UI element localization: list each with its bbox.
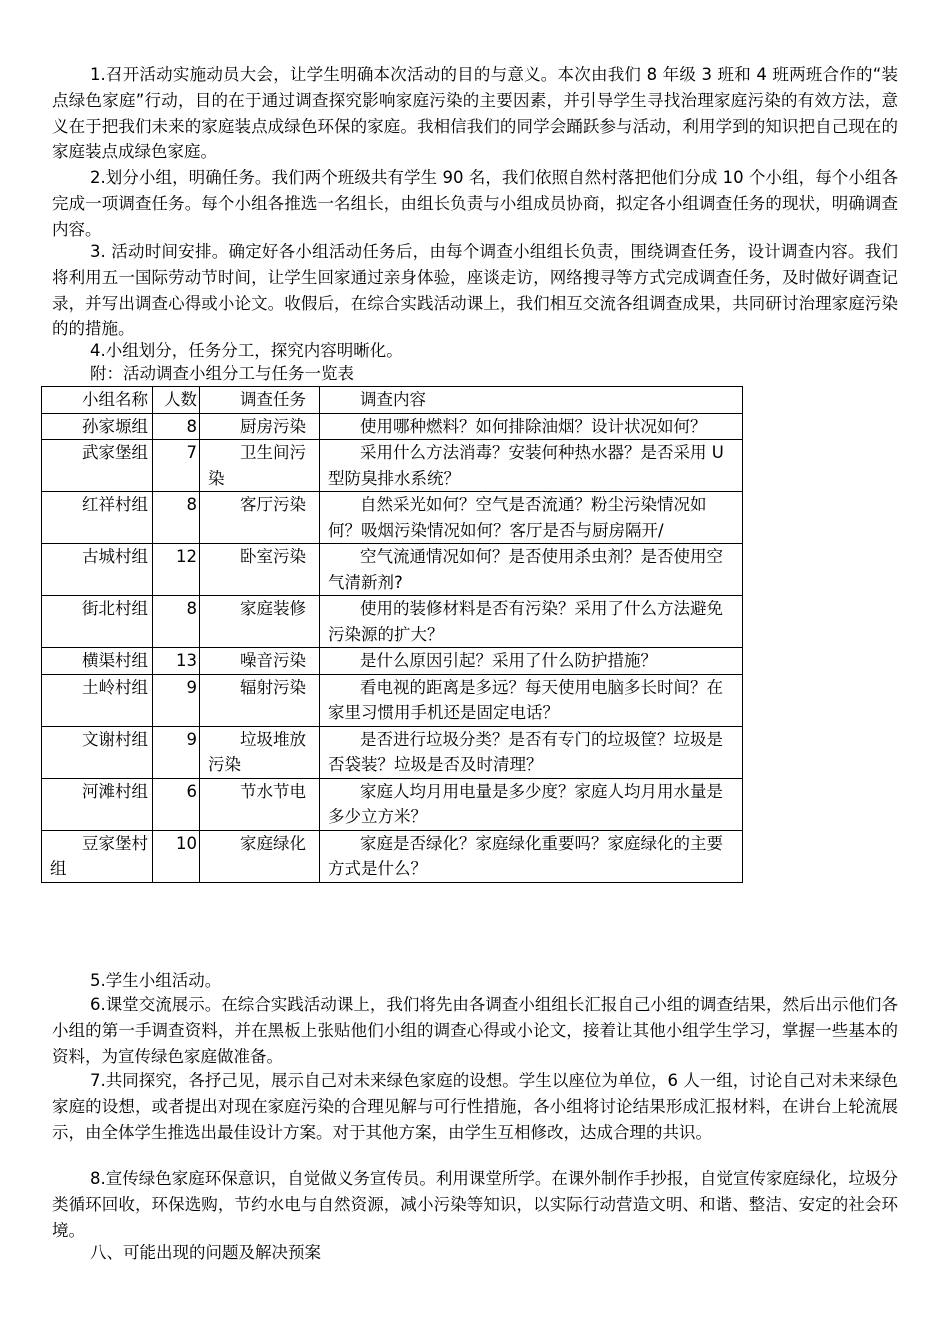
cell-count: 7 [153,440,200,492]
cell-content: 使用的装修材料是否有污染？采用了什么方法避免污染源的扩大？ [320,596,743,648]
appendix-caption: 附：活动调查小组分工与任务一览表 [90,364,354,383]
cell-content: 空气流通情况如何？是否使用杀虫剂？是否使用空气清新剂? [320,544,743,596]
cell-task: 家庭绿化 [200,830,320,882]
cell-count: 8 [153,492,200,544]
cell-count: 8 [153,413,200,440]
cell-count: 13 [153,648,200,675]
header-task: 调查任务 [200,387,320,414]
cell-group: 街北村组 [42,596,153,648]
cell-task: 卫生间污染 [200,440,320,492]
cell-group: 孙家塬组 [42,413,153,440]
paragraph-7: 7.共同探究，各抒己见，展示自己对未来绿色家庭的设想。学生以座位为单位，6 人一组，讨论自己对未来绿色家庭的设想，或者提出对现在家庭污染的合理见解与可行性措施，各小组将讨论结果形成汇报材料，在讲台上轮流展示，由全体学生推选出最佳设计方案。对于其他方案，由学生互相修改，达成合理的共识。 [52,1071,898,1142]
cell-content: 看电视的距离是多远？每天使用电脑多长时间？在家里习惯用手机还是固定电话？ [320,674,743,726]
section-8-heading: 八、可能出现的问题及解决预案 [90,1243,321,1262]
cell-content: 是否进行垃圾分类？是否有专门的垃圾筐？垃圾是否袋装？垃圾是否及时清理？ [320,726,743,778]
paragraph-3: 3. 活动时间安排。确定好各小组活动任务后，由每个调查小组组长负责，围绕调查任务，设计调查内容。我们将利用五一国际劳动节时间，让学生回家通过亲身体验，座谈走访，网络搜寻等方式完成调查任务，及时做好调查记录，并写出调查心得或小论文。收假后，在综合实践活动课上，我们相互交流各组调查成果，共同研讨治理家庭污染的的措施。 [52,242,898,339]
table-header-row [42,387,743,414]
cell-task: 卧室污染 [200,544,320,596]
header-group: 小组名称 [42,387,153,414]
cell-group: 红祥村组 [42,492,153,544]
table-row [42,674,743,726]
cell-group: 土岭村组 [42,674,153,726]
cell-group: 武家堡组 [42,440,153,492]
cell-task: 家庭装修 [200,596,320,648]
cell-group: 文谢村组 [42,726,153,778]
group-task-table [41,386,743,883]
cell-count: 10 [153,830,200,882]
cell-group: 河滩村组 [42,778,153,830]
table-row [42,778,743,830]
cell-task: 厨房污染 [200,413,320,440]
paragraph-4: 4.小组划分，任务分工，探究内容明晰化。 [90,341,403,360]
table-row [42,544,743,596]
cell-content: 是什么原因引起？采用了什么防护措施？ [320,648,743,675]
cell-count: 9 [153,674,200,726]
paragraph-2: 2.划分小组，明确任务。我们两个班级共有学生 90 名，我们依照自然村落把他们分成 10 个小组，每个小组各完成一项调查任务。每个小组各推选一名组长，由组长负责与小组成员协商，拟定各小组调查任务的现状，明确调查内容。 [52,168,898,239]
cell-content: 使用哪种燃料？如何排除油烟？设计状况如何？ [320,413,743,440]
cell-group: 古城村组 [42,544,153,596]
header-count: 人数 [153,387,200,414]
header-content: 调查内容 [320,387,743,414]
table-row [42,492,743,544]
table-row [42,440,743,492]
paragraph-8: 8.宣传绿色家庭环保意识，自觉做义务宣传员。利用课堂所学。在课外制作手抄报，自觉宣传家庭绿化，垃圾分类循环回收，环保选购，节约水电与自然资源，减小污染等知识，以实际行动营造文明、和谐、整洁、安定的社会环境。 [52,1169,898,1240]
cell-content: 家庭人均月用电量是多少度？家庭人均月用水量是多少立方米？ [320,778,743,830]
table-row [42,830,743,882]
paragraph-1: 1.召开活动实施动员大会，让学生明确本次活动的目的与意义。本次由我们 8 年级 3 班和 4 班两班合作的“装点绿色家庭”行动，目的在于通过调查探究影响家庭污染的主要因素，并引导学生寻找治理家庭污染的有效方法，意义在于把我们未来的家庭装点成绿色环保的家庭。我相信我们的同学会踊跃参与活动，利用学到的知识把自己现在的家庭装点成绿色家庭。 [52,65,898,162]
cell-task: 客厅污染 [200,492,320,544]
paragraph-6: 6.课堂交流展示。在综合实践活动课上，我们将先由各调查小组组长汇报自己小组的调查结果，然后出示他们各小组的第一手调查资料，并在黑板上张贴他们小组的调查心得或小论文，接着让其他小组学生学习，掌握一些基本的资料，为宣传绿色家庭做准备。 [52,995,898,1066]
cell-group: 横渠村组 [42,648,153,675]
cell-count: 12 [153,544,200,596]
cell-task: 辐射污染 [200,674,320,726]
cell-count: 8 [153,596,200,648]
table-row [42,413,743,440]
cell-task: 节水节电 [200,778,320,830]
cell-count: 6 [153,778,200,830]
table-row [42,596,743,648]
cell-content: 自然采光如何？空气是否流通？粉尘污染情况如何？吸烟污染情况如何？客厅是否与厨房隔开/ [320,492,743,544]
table-row [42,648,743,675]
cell-task: 噪音污染 [200,648,320,675]
cell-task: 垃圾堆放污染 [200,726,320,778]
table-row [42,726,743,778]
cell-content: 家庭是否绿化？家庭绿化重要吗？家庭绿化的主要方式是什么？ [320,830,743,882]
cell-group: 豆家堡村组 [42,830,153,882]
cell-count: 9 [153,726,200,778]
cell-content: 采用什么方法消毒？安装何种热水器？是否采用 U 型防臭排水系统？ [320,440,743,492]
paragraph-5: 5.学生小组活动。 [90,971,222,990]
